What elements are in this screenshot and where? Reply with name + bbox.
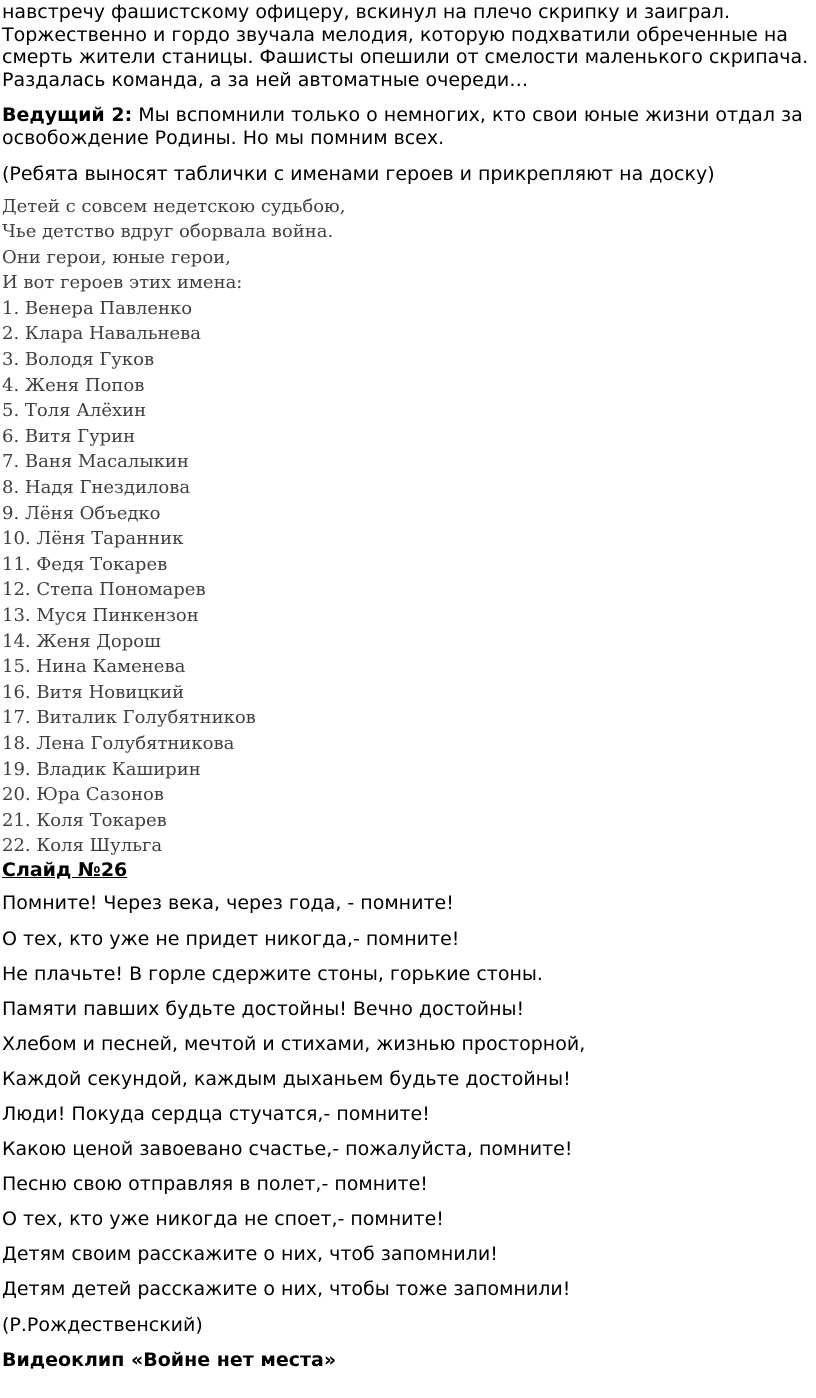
- hero-name: 9. Лёня Объедко: [2, 502, 161, 524]
- verse-line: Помните! Через века, через года, - помните!: [2, 892, 454, 915]
- hero-name: 1. Венера Павленко: [2, 297, 193, 319]
- verse-line: Каждой секундой, каждым дыханьем будьте достойны!: [2, 1067, 571, 1090]
- verse-line: Люди! Покуда сердца стучатся,- помните!: [2, 1103, 430, 1125]
- hero-name: 20. Юра Сазонов: [2, 784, 164, 806]
- hero-name: 4. Женя Попов: [2, 374, 145, 396]
- verse-line: Хлебом и песней, мечтой и стихами, жизнью просторной,: [2, 1032, 586, 1055]
- slide-heading: Слайд №26: [2, 858, 128, 881]
- verse-line: Памяти павших будьте достойны! Вечно достойны!: [2, 997, 525, 1020]
- verse-line: О тех, кто уже не придет никогда,- помните!: [2, 927, 460, 950]
- hero-name: 22. Коля Шульга: [2, 835, 163, 857]
- intro-line: навстречу фашистскому офицеру, вскинул на плечо скрипку и заиграл.: [2, 1, 730, 23]
- hero-name: 13. Муся Пинкензон: [2, 605, 199, 626]
- poem-line: И вот героев этих имена:: [2, 272, 243, 294]
- host2-line-2: освобождение Родины. Но мы помним всех.: [2, 126, 445, 149]
- poem-line: Детей с совсем недетскою судьбою,: [2, 195, 346, 217]
- poem-line: Чье детство вдруг оборвала война.: [2, 221, 334, 243]
- hero-name: 10. Лёня Таранник: [2, 528, 184, 550]
- intro-paragraph: [2, 1, 814, 91]
- verse-line: О тех, кто уже никогда не споет,- помните!: [2, 1208, 444, 1231]
- verse-line: Какою ценой завоевано счастье,- пожалуйста, помните!: [2, 1138, 573, 1161]
- verse-line: Детям детей расскажите о них, чтобы тоже запомнили!: [2, 1278, 571, 1301]
- host2-paragraph: [2, 104, 814, 149]
- verse-line: Песню свою отправляя в полет,- помните!: [2, 1173, 428, 1196]
- hero-name: 19. Владик Каширин: [2, 758, 201, 780]
- hero-name: 21. Коля Токарев: [2, 809, 167, 831]
- hero-name: 8. Надя Гнездилова: [2, 477, 191, 499]
- hero-name: 5. Толя Алёхин: [2, 400, 147, 422]
- hero-name: 17. Виталик Голубятников: [2, 707, 256, 729]
- hero-name: 3. Володя Гуков: [2, 349, 155, 371]
- heroes-poem: [2, 194, 814, 859]
- host2-line: [2, 104, 814, 127]
- hero-name: 11. Федя Токарев: [2, 553, 168, 575]
- remember-verse: [2, 892, 814, 1300]
- hero-name: 16. Витя Новицкий: [2, 681, 185, 703]
- intro-line: смерть жители станицы. Фашисты опешили от смелости маленького скрипача.: [2, 46, 809, 68]
- verse-line: Не плачьте! В горле сдержите стоны, горькие стоны.: [2, 962, 543, 985]
- document-page: [2, 0, 814, 1372]
- verse-line: Детям своим расскажите о них, чтоб запомнили!: [2, 1243, 498, 1266]
- host2-text: Мы вспомнили только о немногих, кто свои юные жизни отдал за: [132, 104, 803, 126]
- poem-author: (Р.Рождественский): [2, 1313, 203, 1336]
- hero-name: 6. Витя Гурин: [2, 425, 136, 447]
- stage-direction: (Ребята выносят таблички с именами героев и прикрепляют на доску): [2, 163, 715, 185]
- host2-label: Ведущий 2:: [2, 104, 133, 126]
- hero-name: 7. Ваня Масалыкин: [2, 451, 189, 473]
- hero-name: 18. Лена Голубятникова: [2, 732, 235, 754]
- hero-name: 12. Степа Пономарев: [2, 579, 206, 601]
- video-clip-title: Видеоклип «Войне нет места»: [2, 1349, 337, 1372]
- hero-name: 14. Женя Дорош: [2, 630, 161, 652]
- intro-line: Раздалась команда, а за ней автоматные очереди…: [2, 68, 529, 91]
- hero-name: 2. Клара Навальнева: [2, 323, 202, 345]
- intro-line: Торжественно и гордо звучала мелодия, которую подхватили обреченные на: [2, 23, 788, 46]
- poem-line: Они герои, юные герои,: [2, 246, 231, 268]
- hero-name: 15. Нина Каменева: [2, 656, 186, 678]
